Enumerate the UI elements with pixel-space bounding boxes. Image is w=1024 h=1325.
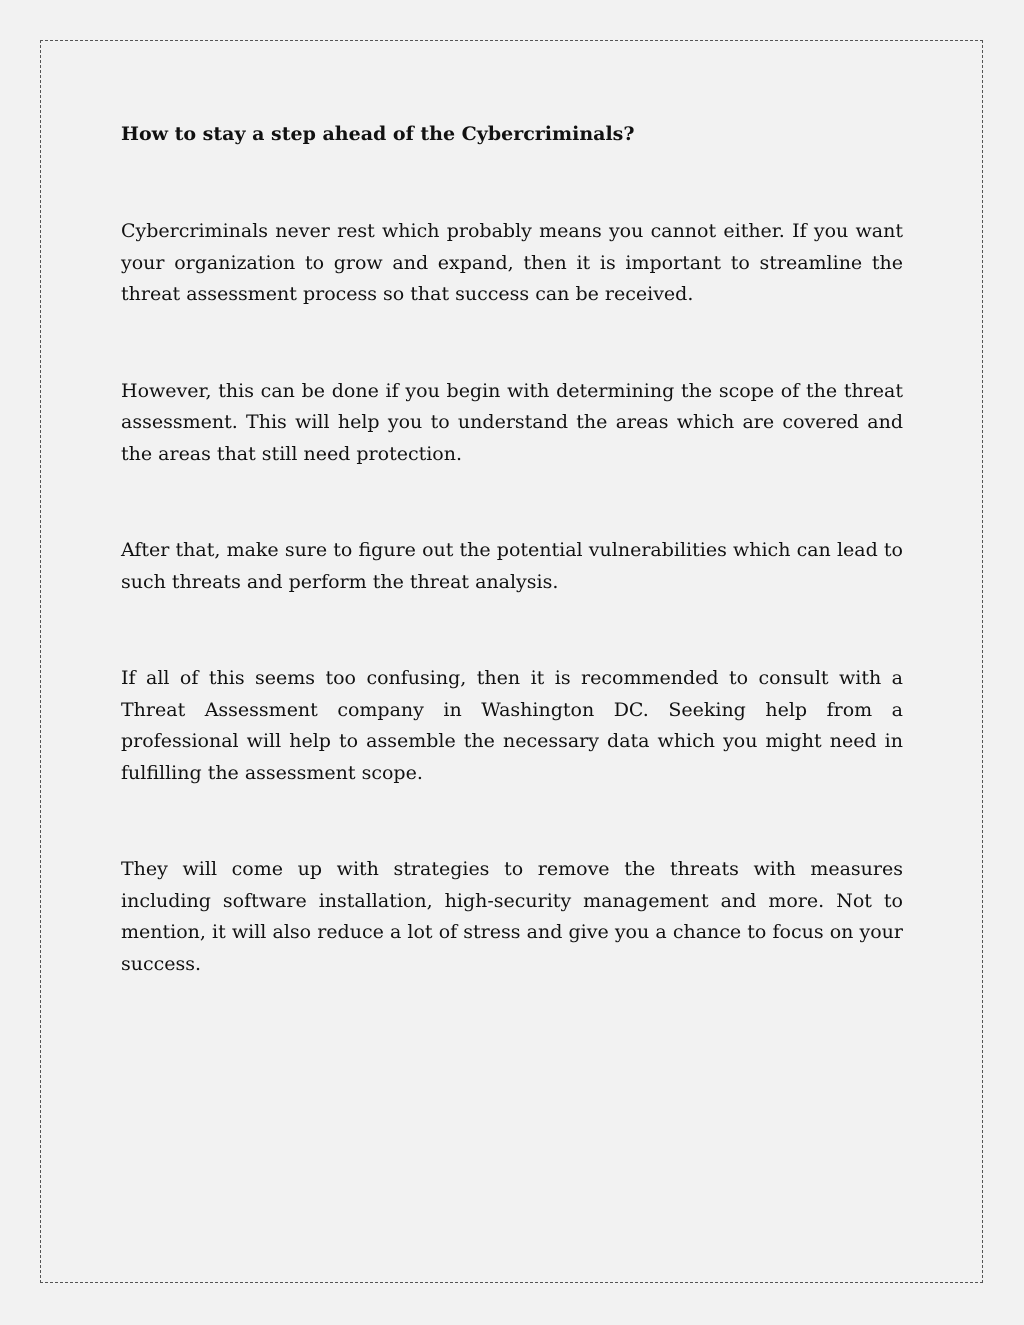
paragraph-scope: However, this can be done if you begin with determining the scope of the threat assessment. This will help you to understand the areas which are covered and the areas that still need protection. [121, 379, 903, 465]
document-title: How to stay a step ahead of the Cybercriminals? [121, 123, 635, 145]
paragraph-spacing [121, 311, 903, 376]
paragraph-spacing [121, 789, 903, 854]
paragraph-spacing [121, 598, 903, 663]
paragraph-vulnerabilities: After that, make sure to figure out the potential vulnerabilities which can lead to such threats and perform the threat analysis. [121, 539, 903, 593]
title-spacing [121, 150, 903, 216]
paragraph-consult: If all of this seems too confusing, then it is recommended to consult with a Threat Assessment company in Washington DC. Seeking help from a professional will help to assemble the necessary data which you might need in fulfilling the assessment scope. [121, 667, 903, 784]
document-body [121, 118, 903, 980]
paragraph-intro: Cybercriminals never rest which probably means you cannot either. If you want your organization to grow and expand, then it is important to streamline the threat assessment process so that success can be received. [121, 220, 903, 305]
paragraph-strategies: They will come up with strategies to remove the threats with measures including software installation, high-security management and more. Not to mention, it will also reduce a lot of stress and give you a chance to focus on your success. [121, 858, 903, 975]
paragraph-spacing [121, 470, 903, 535]
